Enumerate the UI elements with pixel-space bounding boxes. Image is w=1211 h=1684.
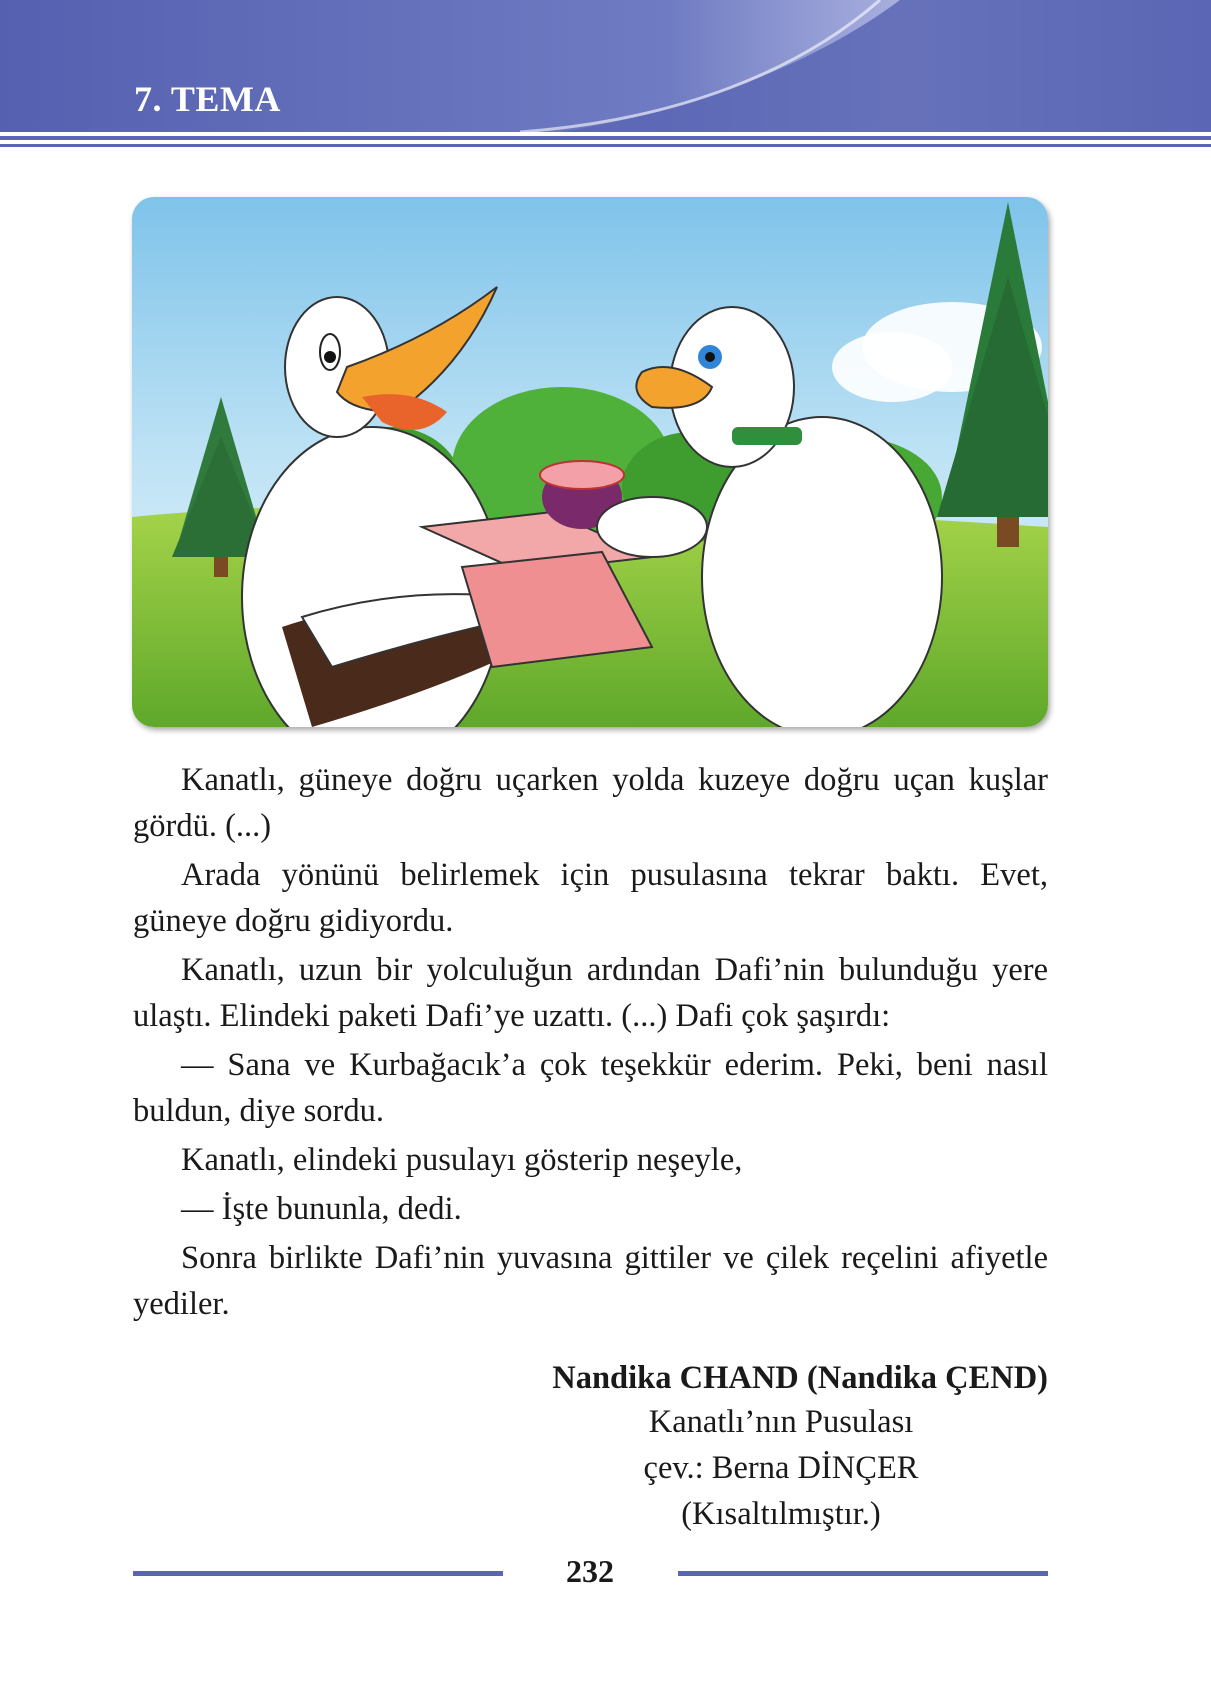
story-paragraph: — Sana ve Kurbağacık’a çok teşekkür ederim. Peki, beni nasıl buldun, diye sordu. (133, 1047, 1048, 1129)
story-illustration (132, 197, 1048, 727)
source-credits (133, 1355, 1048, 1532)
page-number: 232 (566, 1553, 614, 1589)
story-paragraph: Kanatlı, uzun bir yolculuğun ardından Dafi’nin bulunduğu yere ulaştı. Elindeki paketi Dafi’ye uzattı. (...) Dafi çok şaşırdı: (133, 952, 1048, 1034)
footer-divider-right (678, 1571, 1048, 1576)
theme-title: 7. TEMA (134, 79, 281, 119)
header-wave-banner (0, 0, 1211, 152)
author-name: Nandika CHAND (Nandika ÇEND) (552, 1360, 1048, 1396)
story-paragraph: Kanatlı, elindeki pusulayı gösterip neşeyle, (181, 1142, 743, 1178)
two-cartoon-birds-illustration-icon (132, 197, 1048, 727)
chapter-header (0, 0, 1211, 152)
story-paragraph: — İşte bununla, dedi. (181, 1191, 462, 1227)
translator-credit: çev.: Berna DİNÇER (643, 1450, 919, 1486)
story-paragraph: Kanatlı, güneye doğru uçarken yolda kuzeye doğru uçan kuşlar gördü. (...) (133, 762, 1048, 844)
story-paragraph: Sonra birlikte Dafi’nin yuvasına gittiler ve çilek reçelini afiyetle yediler. (133, 1240, 1048, 1322)
book-title: Kanatlı’nın Pusulası (648, 1404, 914, 1440)
story-text (133, 757, 1048, 1330)
story-paragraph: Arada yönünü belirlemek için pusulasına tekrar baktı. Evet, güneye doğru gidiyordu. (133, 857, 1048, 939)
abridged-note: (Kısaltılmıştır.) (681, 1496, 881, 1532)
footer-divider-left (133, 1571, 503, 1576)
